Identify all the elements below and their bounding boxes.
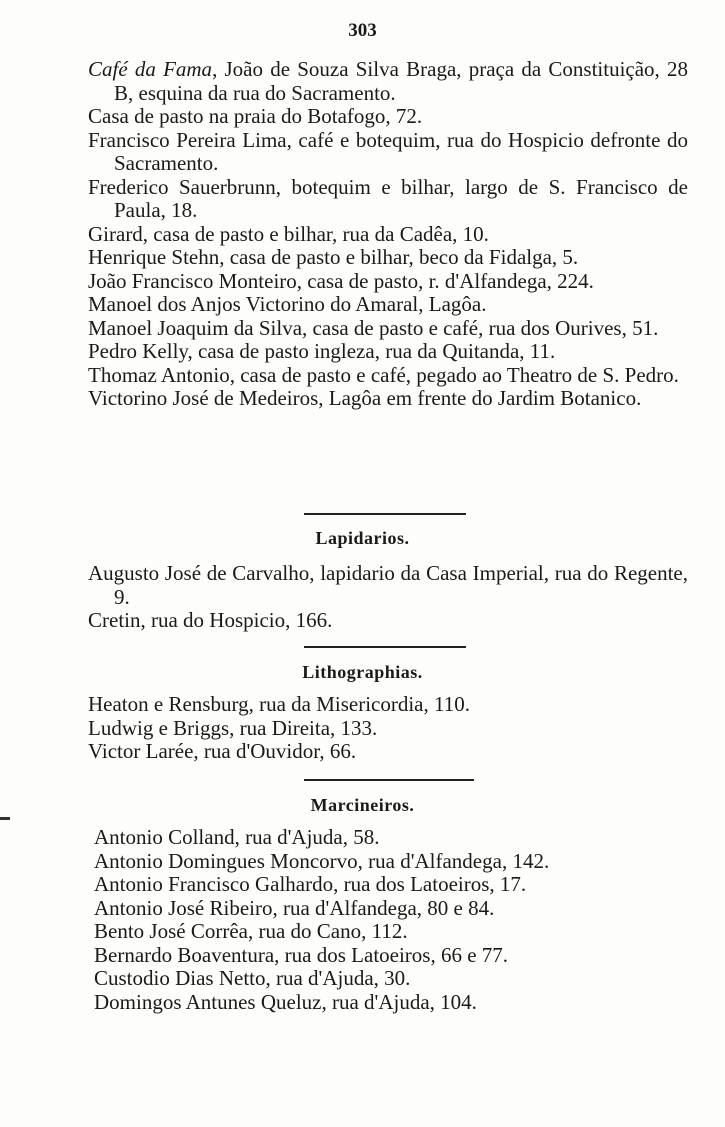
list-item: Casa de pasto na praia do Botafogo, 72. [88,104,423,128]
section-heading-lithographias: Lithographias. [302,662,423,682]
entries-block-lithographias [88,693,688,764]
page-number: 303 [348,20,377,41]
list-item: Heaton e Rensburg, rua da Misericordia, 110. [88,692,470,716]
section-heading-marcineiros: Marcineiros. [310,795,415,815]
list-item: Antonio Francisco Galhardo, rua dos Latoeiros, 17. [94,872,527,896]
margin-mark [0,817,10,820]
entry-italic-name: Café da Fama [88,57,213,81]
section-divider [304,779,474,781]
list-item: Antonio José Ribeiro, rua d'Alfandega, 80 e 84. [94,895,495,920]
section-heading-lapidarios: Lapidarios. [315,528,410,548]
list-item: Domingos Antunes Queluz, rua d'Ajuda, 104. [94,989,477,1014]
list-item [88,58,688,105]
list-item: Manoel dos Anjos Victorino do Amaral, Lagôa. [88,292,487,316]
list-item: Ludwig e Briggs, rua Direita, 133. [88,715,378,740]
list-item: Custodio Dias Netto, rua d'Ajuda, 30. [94,966,411,990]
list-item: Victor Larée, rua d'Ouvidor, 66. [88,739,357,763]
list-item: Henrique Stehn, casa de pasto e bilhar, beco da Fidalga, 5. [88,245,579,269]
list-item: Antonio Domingues Moncorvo, rua d'Alfandega, 142. [94,848,550,873]
list-item: Thomaz Antonio, casa de pasto e café, pegado ao Theatro de S. Pedro. [88,362,679,387]
list-item: Manoel Joaquim da Silva, casa de pasto e café, rua dos Ourives, 51. [88,315,659,340]
list-item: Augusto José de Carvalho, lapidario da Casa Imperial, rua do Regente, 9. [88,561,688,609]
list-item: Bernardo Boaventura, rua dos Latoeiros, 66 e 77. [94,942,509,967]
entries-block-marcineiros [94,826,694,1014]
section-divider [304,513,466,515]
entry-text: , João de Souza Silva Braga, praça da Constituição, 28 B, esquina da rua do Sacramento. [114,57,688,105]
list-item: Cretin, rua do Hospicio, 166. [88,608,333,632]
list-item: João Francisco Monteiro, casa de pasto, r. d'Alfandega, 224. [88,268,594,293]
list-item: Francisco Pereira Lima, café e botequim, rua do Hospicio defronte do Sacramento. [88,127,688,175]
entries-block-lapidarios [88,562,688,633]
list-item: Frederico Sauerbrunn, botequim e bilhar, largo de S. Francisco de Paula, 18. [88,174,688,222]
list-item: Victorino José de Medeiros, Lagôa em frente do Jardim Botanico. [88,386,642,410]
list-item: Antonio Colland, rua d'Ajuda, 58. [94,825,380,849]
entries-block-cafes [88,58,688,411]
list-item: Girard, casa de pasto e bilhar, rua da Cadêa, 10. [88,221,489,246]
list-item: Bento José Corrêa, rua do Cano, 112. [94,919,408,943]
section-divider [304,646,466,648]
list-item: Pedro Kelly, casa de pasto ingleza, rua da Quitanda, 11. [88,339,556,363]
